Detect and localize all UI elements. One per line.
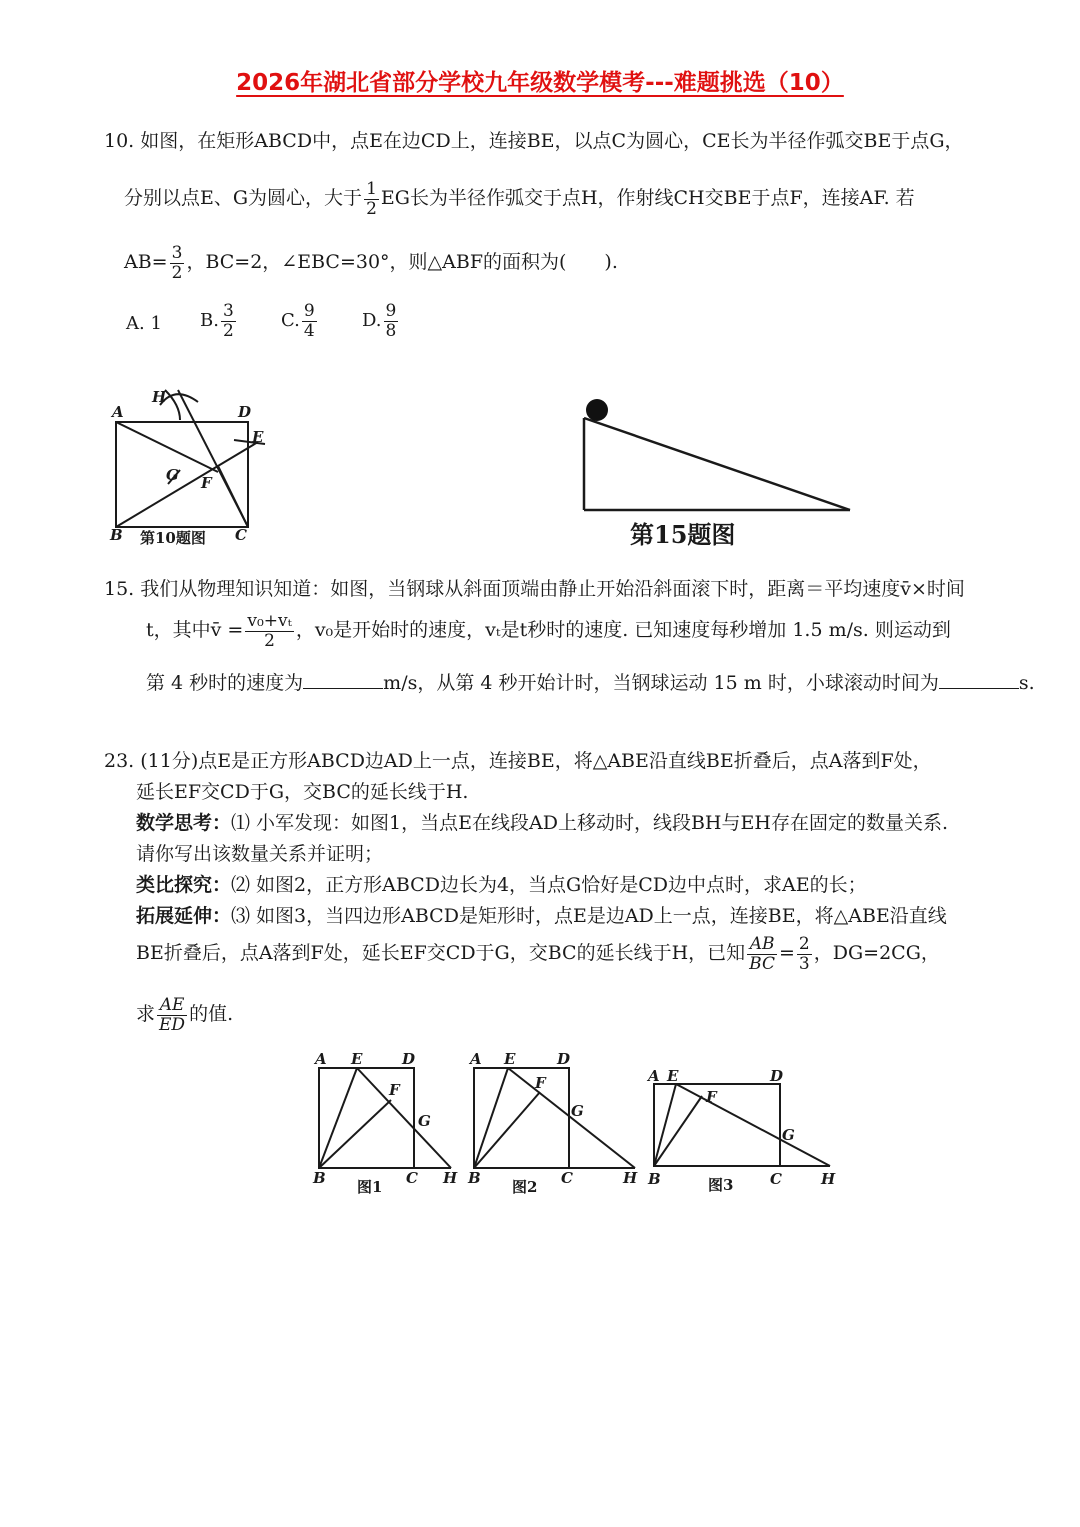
q15-line-2 bbox=[146, 612, 951, 650]
q15-line-2-a: t，其中v̄ = bbox=[146, 619, 244, 642]
fraction-numerator: AB bbox=[747, 935, 777, 955]
label-b: B bbox=[648, 1170, 661, 1188]
q10-line-3 bbox=[124, 244, 618, 282]
fraction-denominator: 2 bbox=[222, 320, 234, 341]
q23-line-3 bbox=[136, 808, 948, 835]
fraction-numerator: 2 bbox=[798, 934, 810, 954]
label-f: F bbox=[706, 1088, 717, 1106]
q23-line-8 bbox=[136, 996, 233, 1034]
q15-line-3-a: 第 4 秒时的速度为 bbox=[146, 672, 304, 694]
q23-line-7-a: BE折叠后，点A落到F处，延长EF交CD于G，交BC的延长线于H，已知 bbox=[136, 942, 746, 965]
label-f: F bbox=[201, 474, 212, 492]
segment-cf bbox=[218, 466, 248, 527]
fraction-ab-bc bbox=[747, 935, 777, 973]
segment-bf bbox=[654, 1096, 702, 1166]
figure-3-caption: 图3 bbox=[708, 1176, 734, 1194]
fraction-denominator: ED bbox=[159, 1014, 186, 1035]
q23-figure-3 bbox=[640, 1064, 845, 1199]
segment-af bbox=[116, 422, 218, 472]
segment-bf bbox=[319, 1100, 391, 1168]
label-h: H bbox=[152, 388, 167, 406]
option-label: C. bbox=[281, 310, 300, 332]
q10-line-3-a: AB= bbox=[124, 251, 168, 274]
fraction-numerator: v₀+vₜ bbox=[247, 611, 292, 631]
q23-line-8-b: 的值. bbox=[189, 1003, 234, 1026]
q10-line-2-fraction bbox=[364, 180, 379, 218]
q15-figure-caption: 第15题图 bbox=[630, 520, 736, 549]
page-title: 2026年湖北省部分学校九年级数学模考---难题挑选（10） bbox=[236, 70, 844, 96]
fraction-denominator: 3 bbox=[798, 953, 810, 974]
q10-option-d bbox=[362, 302, 400, 340]
incline-slope bbox=[584, 418, 850, 510]
section-heading: 拓展延伸： bbox=[136, 905, 232, 927]
q23-line-5 bbox=[136, 870, 867, 897]
section-heading: 数学思考： bbox=[136, 812, 232, 834]
label-a: A bbox=[648, 1067, 660, 1085]
fraction-numerator: 3 bbox=[171, 243, 183, 263]
q10-option-b bbox=[200, 302, 238, 340]
fraction-numerator: 3 bbox=[222, 301, 234, 321]
q15-line-2-fraction bbox=[245, 612, 293, 650]
answer-blank-1[interactable] bbox=[303, 670, 383, 689]
label-b: B bbox=[313, 1169, 326, 1187]
label-f: F bbox=[535, 1074, 546, 1092]
q23-line-6 bbox=[136, 901, 947, 928]
label-f: F bbox=[389, 1081, 400, 1099]
label-h: H bbox=[443, 1169, 458, 1187]
segment-be bbox=[654, 1084, 676, 1166]
label-b: B bbox=[110, 526, 123, 544]
q23-figure-2 bbox=[460, 1048, 650, 1198]
label-d: D bbox=[402, 1050, 416, 1068]
label-a: A bbox=[112, 403, 124, 421]
q10-line-3-b: ，BC=2，∠EBC=30°，则△ABF的面积为( ). bbox=[186, 251, 618, 274]
q23-line-4: 请你写出该数量关系并证明； bbox=[136, 843, 384, 865]
q10-line-1: 10. 如图，在矩形ABCD中，点E在边CD上，连接BE，以点C为圆心，CE长为半径作弧交BE于点G， bbox=[104, 130, 964, 152]
answer-blank-2[interactable] bbox=[939, 670, 1019, 689]
q10-line-3-fraction bbox=[170, 244, 185, 282]
fraction-numerator: 9 bbox=[303, 301, 315, 321]
fraction-denominator: BC bbox=[749, 953, 775, 974]
q23-line-8-a: 求 bbox=[136, 1003, 156, 1026]
fraction-numerator: 1 bbox=[366, 179, 377, 199]
figure-2-caption: 图2 bbox=[512, 1178, 538, 1196]
label-g: G bbox=[418, 1112, 431, 1130]
label-g: G bbox=[571, 1102, 584, 1120]
segment-bf bbox=[474, 1092, 540, 1168]
fraction-numerator: 9 bbox=[385, 301, 397, 321]
fraction-denominator: 8 bbox=[385, 320, 397, 341]
option-label: D. bbox=[362, 310, 382, 332]
segment-eh bbox=[676, 1084, 830, 1166]
q10-rectangle bbox=[116, 422, 248, 527]
label-c: C bbox=[235, 526, 247, 544]
q15-line-3 bbox=[146, 668, 1035, 695]
q15-line-2-b: ，v₀是开始时的速度，vₜ是t秒时的速度. 已知速度每秒增加 1.5 m/s. 则运动到 bbox=[295, 619, 951, 642]
q10-option-c bbox=[281, 302, 319, 340]
q23-line-6-text: ⑶ 如图3，当四边形ABCD是矩形时，点E是边AD上一点，连接BE，将△ABE沿直线 bbox=[231, 905, 947, 927]
fraction-denominator: 4 bbox=[303, 320, 315, 341]
label-g: G bbox=[782, 1126, 795, 1144]
figure-1-caption: 图1 bbox=[357, 1178, 383, 1196]
q23-line-2: 延长EF交CD于G，交BC的延长线于H. bbox=[136, 781, 469, 803]
square-abcd bbox=[319, 1068, 414, 1168]
q23-line-1: 23. (11分)点E是正方形ABCD边AD上一点，连接BE，将△ABE沿直线BE折叠后，点A落到F处， bbox=[104, 750, 932, 772]
label-a: A bbox=[470, 1050, 482, 1068]
q15-line-3-c: s. bbox=[1018, 672, 1035, 694]
label-h: H bbox=[623, 1169, 638, 1187]
q10-figure bbox=[100, 380, 280, 555]
fraction-two-thirds bbox=[797, 935, 812, 973]
q10-line-2-b: EG长为半径作弧交于点H，作射线CH交BE于点F，连接AF. 若 bbox=[380, 187, 915, 210]
label-d: D bbox=[557, 1050, 571, 1068]
q10-option-a bbox=[126, 313, 162, 334]
q23-line-3-text: ⑴ 小军发现：如图1，当点E在线段AD上移动时，线段BH与EH存在固定的数量关系. bbox=[231, 812, 948, 834]
segment-be bbox=[116, 442, 258, 527]
label-b: B bbox=[468, 1169, 481, 1187]
fraction-ae-ed bbox=[157, 996, 187, 1034]
option-label: B. bbox=[200, 310, 219, 332]
label-d: D bbox=[770, 1067, 784, 1085]
fraction-denominator: 2 bbox=[171, 262, 183, 283]
segment-be bbox=[319, 1068, 357, 1168]
q23-line-7-c: ，DG=2CG， bbox=[813, 942, 940, 965]
q23-line-7 bbox=[136, 935, 940, 973]
fraction-numerator: AE bbox=[157, 996, 187, 1016]
q23-line-7-b: = bbox=[779, 942, 795, 965]
q15-line-3-b: m/s，从第 4 秒开始计时，当钢球运动 15 m 时，小球滚动时间为 bbox=[383, 672, 939, 694]
steel-ball bbox=[586, 399, 608, 421]
q10-line-2-a: 分别以点E、G为圆心，大于 bbox=[124, 187, 363, 210]
label-d: D bbox=[238, 403, 252, 421]
label-c: C bbox=[561, 1169, 573, 1187]
fraction-denominator: 2 bbox=[366, 198, 377, 219]
option-label: A. 1 bbox=[126, 313, 162, 334]
q23-figure-1 bbox=[305, 1048, 465, 1198]
section-heading: 类比探究： bbox=[136, 874, 232, 896]
label-e: E bbox=[351, 1050, 363, 1068]
label-e: E bbox=[504, 1050, 516, 1068]
fraction-denominator: 2 bbox=[264, 630, 275, 651]
segment-be bbox=[474, 1068, 508, 1168]
q15-figure bbox=[570, 390, 870, 555]
label-a: A bbox=[315, 1050, 327, 1068]
q23-line-5-text: ⑵ 如图2，正方形ABCD边长为4，当点G恰好是CD边中点时，求AE的长； bbox=[231, 874, 867, 896]
label-e: E bbox=[667, 1067, 679, 1085]
label-h: H bbox=[821, 1170, 836, 1188]
label-c: C bbox=[770, 1170, 782, 1188]
q10-line-2 bbox=[124, 180, 915, 218]
label-c: C bbox=[406, 1169, 418, 1187]
q15-line-1: 15. 我们从物理知识知道：如图，当钢球从斜面顶端由静止开始沿斜面滚下时，距离＝平均速度v̄×时间 bbox=[104, 578, 965, 600]
q10-figure-caption: 第10题图 bbox=[140, 529, 206, 547]
label-g: G bbox=[166, 466, 179, 484]
label-e: E bbox=[252, 428, 264, 446]
